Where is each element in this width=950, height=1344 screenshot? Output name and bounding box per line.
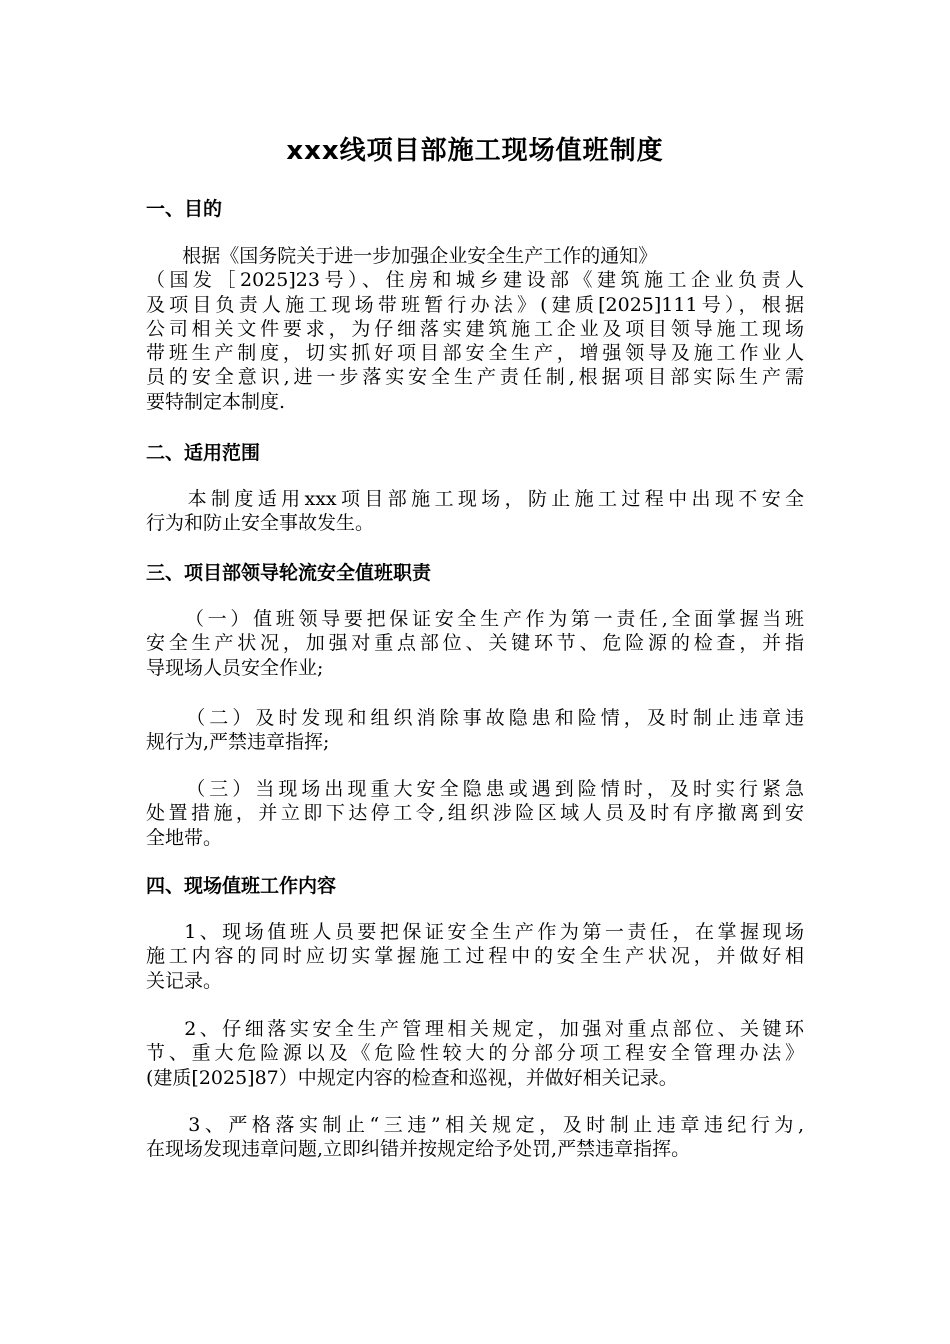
paragraph-work-2 (146, 1017, 804, 1090)
document-title: xxx线项目部施工现场值班制度 (286, 136, 664, 166)
text-line: 关记录。 (146, 969, 223, 992)
text-line: 安全生产状况，加强对重点部位、关键环节、危险源的检查，并指 (146, 632, 804, 655)
section-heading-scope: 二、适用范围 (146, 442, 261, 464)
text-line: 2、仔细落实安全生产管理相关规定，加强对重点部位、关键环 (146, 1018, 804, 1040)
text-line: 员的安全意识,进一步落实安全生产责任制,根据项目部实际生产需 (146, 366, 804, 389)
text-line: 本制度适用xxx项目部施工现场，防止施工过程中出现不安全 (146, 488, 804, 510)
text-line: 行为和防止安全事故发生。 (146, 512, 375, 535)
paragraph-purpose (146, 244, 804, 414)
text-line: 在现场发现违章问题,立即纠错并按规定给予处罚,严禁违章指挥。 (146, 1138, 691, 1161)
text-line: 公司相关文件要求，为仔细落实建筑施工企业及项目领导施工现场 (146, 317, 804, 340)
text-line: （二）及时发现和组织消除事故隐患和险情，及时制止违章违 (146, 707, 804, 729)
paragraph-duty-3 (146, 777, 804, 850)
paragraph-work-3 (146, 1113, 804, 1162)
text-line: (建质[2025]87）中规定内容的检查和巡视，并做好相关记录。 (146, 1066, 678, 1089)
paragraph-scope (146, 487, 804, 536)
text-line: 施工内容的同时应切实掌握施工过程中的安全生产状况，并做好相 (146, 945, 804, 968)
text-line: 导现场人员安全作业; (146, 656, 324, 679)
text-line: 全地带。 (146, 826, 223, 849)
text-line: （国发［2025]23号）、住房和城乡建设部《建筑施工企业负责人 (146, 269, 804, 292)
text-line: 要特制定本制度. (146, 390, 286, 413)
text-line: 根据《国务院关于进一步加强企业安全生产工作的通知》 (146, 245, 658, 267)
text-line: （三）当现场出现重大安全隐患或遇到险情时，及时实行紧急 (146, 778, 804, 800)
text-line: 3、严格落实制止“三违”相关规定，及时制止违章违纪行为, (146, 1114, 804, 1136)
section-heading-purpose: 一、目的 (146, 198, 223, 220)
paragraph-duty-2 (146, 706, 804, 755)
paragraph-duty-1 (146, 607, 804, 680)
section-heading-work-content: 四、现场值班工作内容 (146, 875, 337, 897)
section-heading-duties: 三、项目部领导轮流安全值班职责 (146, 562, 432, 584)
text-line: 处置措施，并立即下达停工令,组织涉险区域人员及时有序撤离到安 (146, 802, 804, 825)
paragraph-work-1 (146, 920, 804, 993)
text-line: 1、现场值班人员要把保证安全生产作为第一责任，在掌握现场 (146, 921, 804, 943)
text-line: （一）值班领导要把保证安全生产作为第一责任,全面掌握当班 (146, 608, 804, 630)
text-line: 节、重大危险源以及《危险性较大的分部分项工程安全管理办法》 (146, 1042, 804, 1065)
text-line: 规行为,严禁违章指挥; (146, 731, 330, 754)
text-line: 及项目负责人施工现场带班暂行办法》(建质[2025]111号），根据 (146, 293, 804, 316)
text-line: 带班生产制度，切实抓好项目部安全生产，增强领导及施工作业人 (146, 342, 804, 365)
